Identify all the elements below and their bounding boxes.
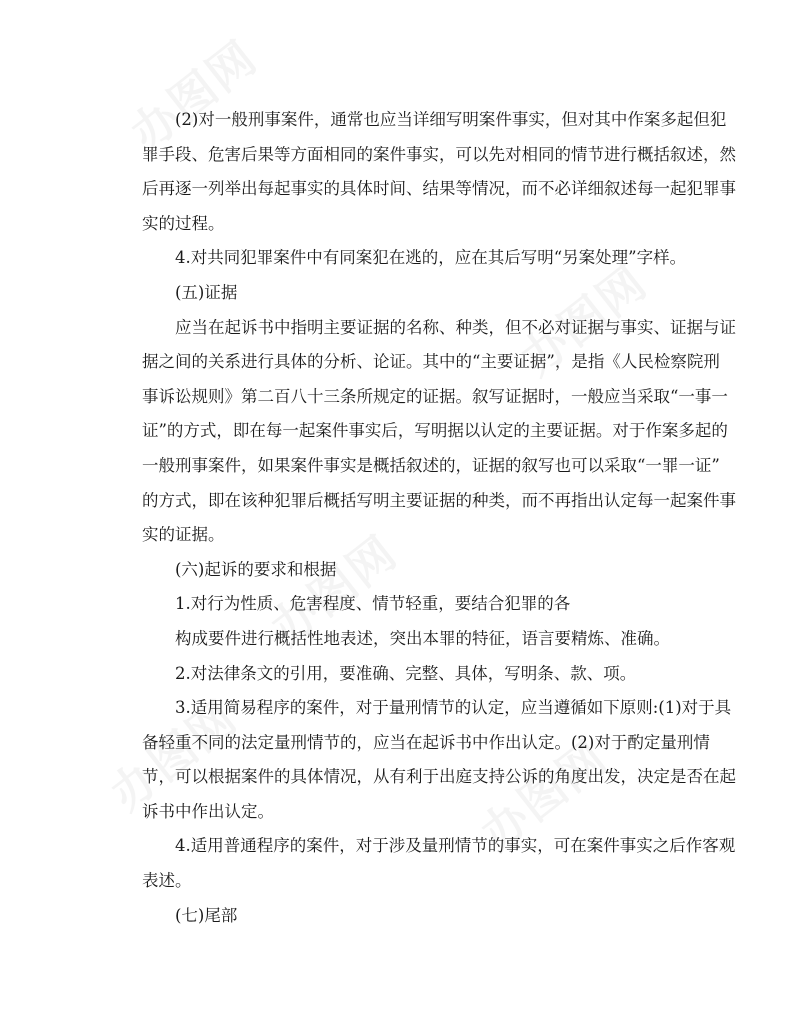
- text-line: 节，可以根据案件的具体情况，从有利于出庭支持公诉的角度出发，决定是否在起: [142, 767, 736, 787]
- text-line: 构成要件进行概括性地表述，突出本罪的特征，语言要精炼、准确。: [175, 628, 670, 648]
- document-body: [142, 103, 736, 933]
- text-line: 事诉讼规则》第二百八十三条所规定的证据。叙写证据时，一般应当采取“一事一: [142, 386, 728, 406]
- text-line: 4.对共同犯罪案件中有同案犯在逃的，应在其后写明“另案处理”字样。: [175, 248, 687, 268]
- text-line: 实的过程。: [142, 213, 225, 233]
- text-line: 证”的方式，即在每一起案件事实后，写明据以认定的主要证据。对于作案多起的: [142, 421, 728, 441]
- text-line: 罪手段、危害后果等方面相同的案件事实，可以先对相同的情节进行概括叙述，然: [142, 144, 736, 164]
- text-line: 后再逐一列举出每起事实的具体时间、结果等情况，而不必详细叙述每一起犯罪事: [142, 179, 736, 199]
- text-line: 一般刑事案件，如果案件事实是概括叙述的，证据的叙写也可以采取“一罪一证”: [142, 455, 720, 475]
- text-line: 备轻重不同的法定量刑情节的，应当在起诉书中作出认定。(2)对于酌定量刑情: [142, 732, 710, 752]
- text-line: 据之间的关系进行具体的分析、论证。其中的“主要证据”，是指《人民检察院刑: [142, 352, 720, 372]
- text-line: 3.适用简易程序的案件，对于量刑情节的认定，应当遵循如下原则:(1)对于具: [175, 698, 732, 718]
- text-line: 1.对行为性质、危害程度、情节轻重，要结合犯罪的各: [175, 594, 571, 614]
- text-line: (六)起诉的要求和根据: [175, 559, 337, 579]
- text-line: 的方式，即在该种犯罪后概括写明主要证据的种类，而不再指出认定每一起案件事: [142, 490, 736, 510]
- text-line: 诉书中作出认定。: [142, 801, 274, 821]
- text-line: (七)尾部: [175, 905, 238, 925]
- text-line: 4.适用普通程序的案件，对于涉及量刑情节的事实，可在案件事实之后作客观: [175, 836, 736, 856]
- text-line: 应当在起诉书中指明主要证据的名称、种类，但不必对证据与事实、证据与证: [175, 317, 736, 337]
- text-line: (五)证据: [175, 282, 238, 302]
- text-line: (2)对一般刑事案件，通常也应当详细写明案件事实，但对其中作案多起但犯: [175, 110, 727, 129]
- text-line: 表述。: [142, 871, 192, 891]
- text-line: 实的证据。: [142, 525, 225, 545]
- text-line: 2.对法律条文的引用，要准确、完整、具体，写明条、款、项。: [175, 663, 637, 683]
